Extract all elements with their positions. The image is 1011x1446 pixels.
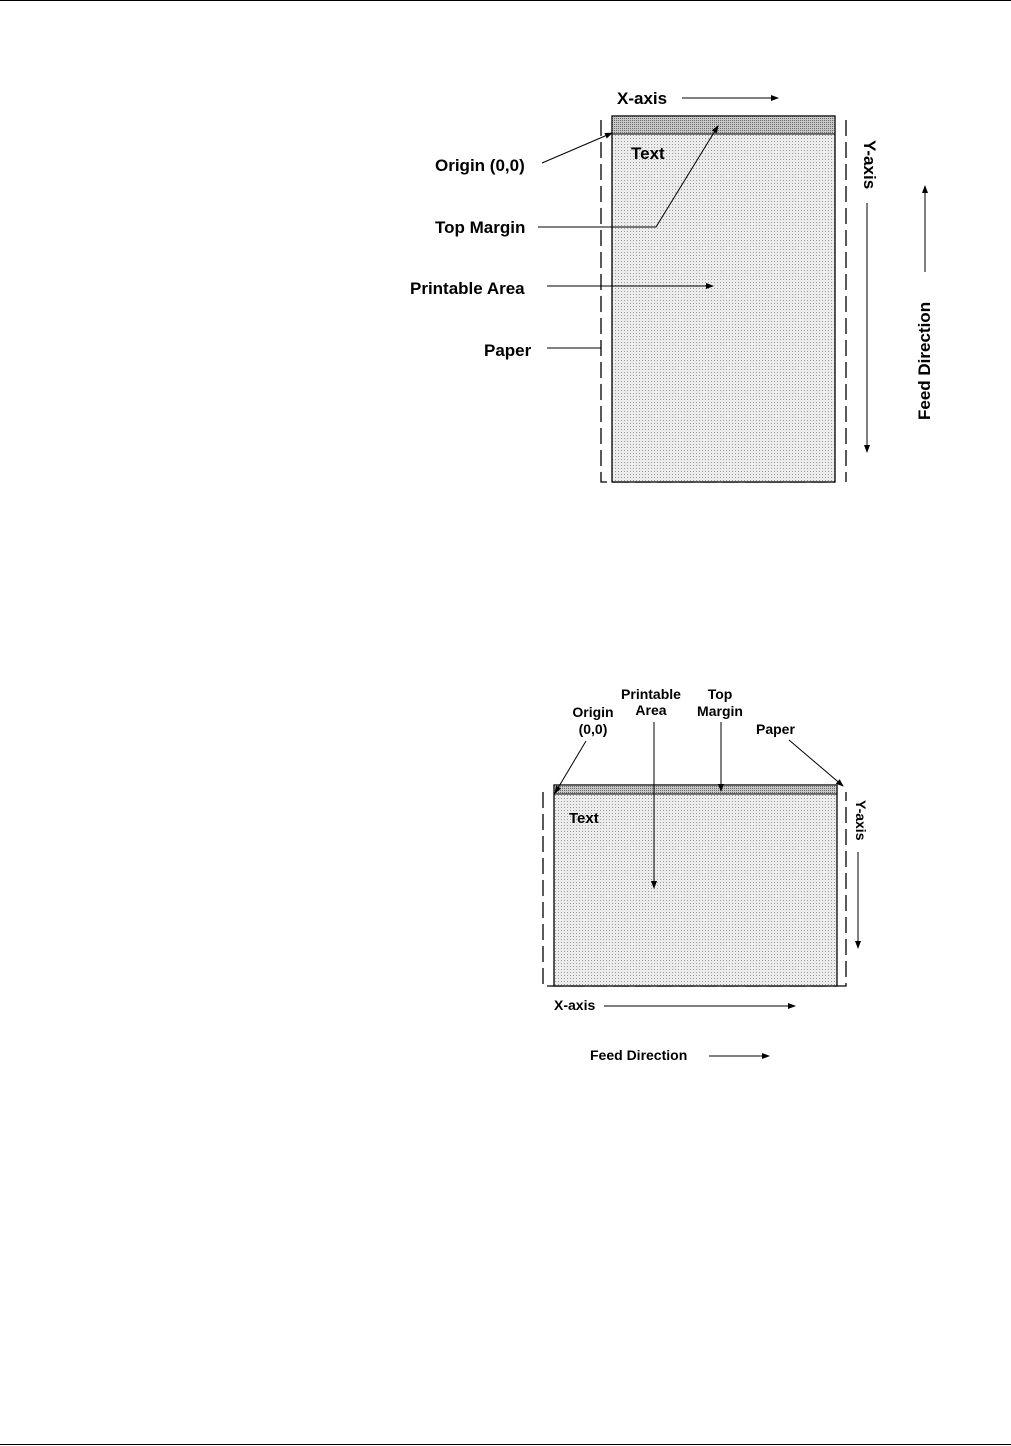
portrait-x-axis-label: X-axis bbox=[617, 89, 668, 108]
landscape-text-label: Text bbox=[569, 810, 599, 827]
portrait-top-margin-band bbox=[612, 116, 835, 134]
landscape-paper-arrow bbox=[789, 740, 843, 786]
landscape-top-margin-band bbox=[554, 785, 837, 794]
landscape-top-margin-label-line1: Top bbox=[707, 686, 733, 702]
portrait-text-label: Text bbox=[631, 144, 665, 163]
landscape-printable-area-label-line2: Area bbox=[635, 702, 667, 718]
portrait-diagram bbox=[410, 89, 934, 482]
landscape-diagram bbox=[543, 686, 869, 1063]
landscape-origin-label-line2: (0,0) bbox=[578, 721, 608, 737]
portrait-printable-area-label: Printable Area bbox=[410, 279, 525, 298]
landscape-feed-direction-label: Feed Direction bbox=[590, 1047, 688, 1063]
landscape-top-margin-label-line2: Margin bbox=[697, 703, 743, 719]
portrait-paper-label: Paper bbox=[484, 341, 532, 360]
portrait-origin-label: Origin (0,0) bbox=[435, 156, 525, 175]
landscape-printable-area-label-line1: Printable bbox=[621, 686, 681, 702]
portrait-y-axis-label: Y-axis bbox=[860, 140, 879, 190]
landscape-y-axis-label: Y-axis bbox=[853, 800, 869, 841]
portrait-printable-area bbox=[612, 116, 835, 482]
landscape-x-axis-label: X-axis bbox=[554, 997, 596, 1013]
portrait-top-margin-label: Top Margin bbox=[435, 218, 526, 237]
landscape-paper-label: Paper bbox=[756, 721, 795, 737]
landscape-origin-label-line1: Origin bbox=[572, 704, 614, 720]
portrait-feed-direction-label: Feed Direction bbox=[915, 301, 934, 420]
